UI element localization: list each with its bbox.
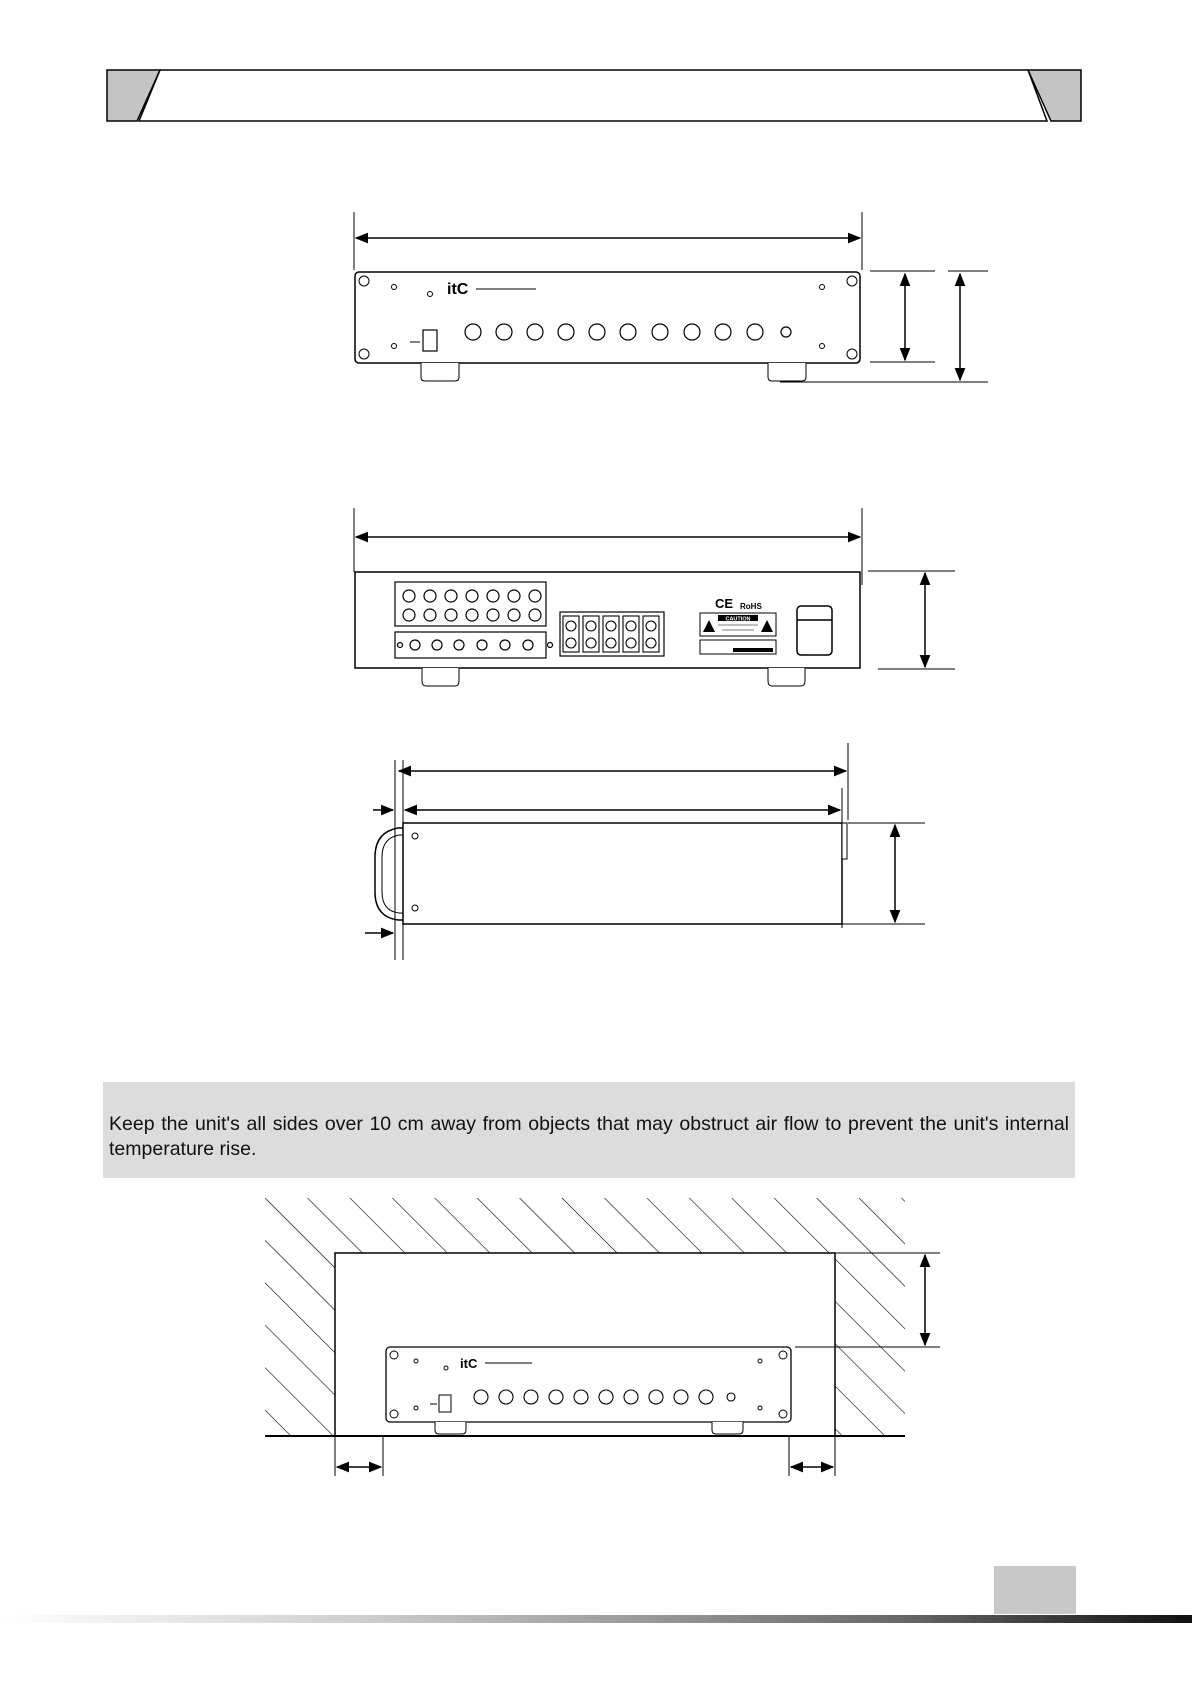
- side-rear-bracket: [842, 823, 847, 859]
- side-view-diagram: [360, 740, 940, 965]
- caution-label-text: CAUTION: [725, 616, 751, 623]
- ventilation-brand-logo: itC: [460, 1356, 478, 1371]
- rear-panel: [355, 572, 860, 668]
- wall-hatch-top: [265, 1198, 905, 1253]
- side-body: [403, 823, 842, 924]
- ce-mark: CE: [715, 596, 734, 611]
- rear-view-diagram: [330, 495, 1010, 695]
- wall-hatch-right: [835, 1253, 905, 1436]
- header-banner: [0, 0, 1192, 130]
- ventilation-diagram: [255, 1190, 955, 1480]
- rear-power-inlet: [797, 606, 832, 655]
- page-number-tab: [994, 1566, 1076, 1614]
- wall-hatch-left: [265, 1253, 335, 1436]
- front-power-switch: [423, 330, 437, 351]
- front-view-diagram: [330, 200, 1010, 400]
- footer-gradient-bar: [0, 1615, 1192, 1623]
- ventilation-note: [103, 1082, 1075, 1178]
- side-handle: [375, 828, 403, 920]
- rohs-mark: RoHS: [740, 602, 762, 611]
- ventilation-unit-power-switch: [439, 1395, 451, 1412]
- ventilation-note-text: Keep the unit's all sides over 10 cm away from objects that may obstruct air flow to prevent the unit's internal temperature rise.: [109, 1113, 1069, 1160]
- header-title-box: [139, 70, 1047, 121]
- front-brand-logo: itC: [447, 281, 469, 298]
